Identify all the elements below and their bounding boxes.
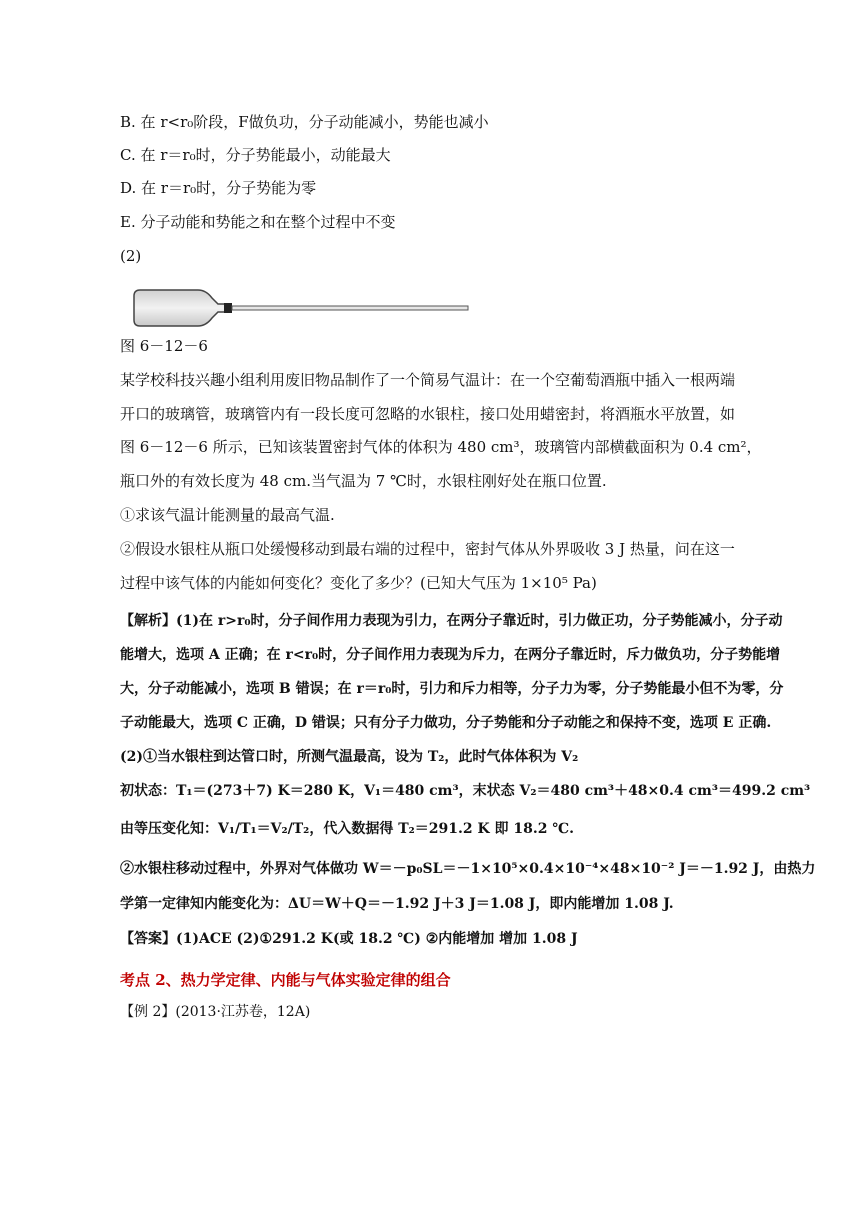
option-b: B. 在 r<r₀阶段，F做负功，分子动能减小，势能也减小 [120, 113, 489, 131]
part-2-label: (2) [120, 247, 142, 265]
bottle-with-tube-icon [130, 288, 470, 328]
answer-line: 【答案】(1)ACE (2)①291.2 K(或 18.2 ℃) ②内能增加 增加 1.08 J [120, 931, 578, 947]
question-line: 过程中该气体的内能如何变化？变化了多少？(已知大气压为 1×10⁵ Pa) [120, 574, 597, 592]
question-part-1: ①求该气温计能测量的最高气温. [120, 506, 335, 524]
analysis-line: 初状态：T₁＝(273＋7) K＝280 K，V₁＝480 cm³，末状态 V₂＝480 cm³＋48×0.4 cm³＝499.2 cm³ [120, 783, 811, 799]
analysis-line: 大，分子动能减小，选项 B 错误；在 r＝r₀时，引力和斥力相等，分子力为零，分子势能最小但不为零，分 [120, 681, 784, 697]
figure-caption: 图 6－12－6 [120, 337, 208, 355]
question-part-2: ②假设水银柱从瓶口处缓慢移动到最右端的过程中，密封气体从外界吸收 3 J 热量，问在这一 [120, 540, 735, 558]
question-line: 瓶口外的有效长度为 48 cm.当气温为 7 ℃时，水银柱刚好处在瓶口位置. [120, 472, 607, 490]
section-title: 考点 2、热力学定律、内能与气体实验定律的组合 [120, 971, 451, 989]
analysis-line: ②水银柱移动过程中，外界对气体做功 W＝－p₀SL＝－1×10⁵×0.4×10⁻⁴×48×10⁻² J＝－1.92 J，由热力 [120, 861, 816, 877]
analysis-line: 【解析】(1)在 r>r₀时，分子间作用力表现为引力，在两分子靠近时，引力做正功，分子势能减小，分子动 [120, 613, 783, 629]
analysis-line: (2)①当水银柱到达管口时，所测气温最高，设为 T₂，此时气体体积为 V₂ [120, 749, 579, 765]
analysis-line: 子动能最大，选项 C 正确，D 错误；只有分子力做功，分子势能和分子动能之和保持不变，选项 E 正确. [120, 715, 772, 731]
question-line: 图 6－12－6 所示，已知该装置密封气体的体积为 480 cm³，玻璃管内部横截面积为 0.4 cm²， [120, 438, 762, 456]
analysis-line: 由等压变化知：V₁/T₁＝V₂/T₂，代入数据得 T₂＝291.2 K 即 18.2 ℃. [120, 821, 574, 837]
option-e: E. 分子动能和势能之和在整个过程中不变 [120, 213, 396, 231]
example-heading: 【例 2】(2013·江苏卷，12A) [120, 1004, 311, 1020]
option-d: D. 在 r＝r₀时，分子势能为零 [120, 179, 317, 197]
option-c: C. 在 r＝r₀时，分子势能最小，动能最大 [120, 146, 391, 164]
analysis-line: 学第一定律知内能变化为：ΔU＝W＋Q＝－1.92 J＋3 J＝1.08 J，即内能增加 1.08 J. [120, 896, 674, 912]
question-line: 开口的玻璃管，玻璃管内有一段长度可忽略的水银柱，接口处用蜡密封，将酒瓶水平放置，如 [120, 405, 736, 423]
analysis-line: 能增大，选项 A 正确；在 r<r₀时，分子间作用力表现为斥力，在两分子靠近时，斥力做负功，分子势能增 [120, 647, 781, 663]
question-line: 某学校科技兴趣小组利用废旧物品制作了一个简易气温计：在一个空葡萄酒瓶中插入一根两端 [120, 371, 736, 389]
